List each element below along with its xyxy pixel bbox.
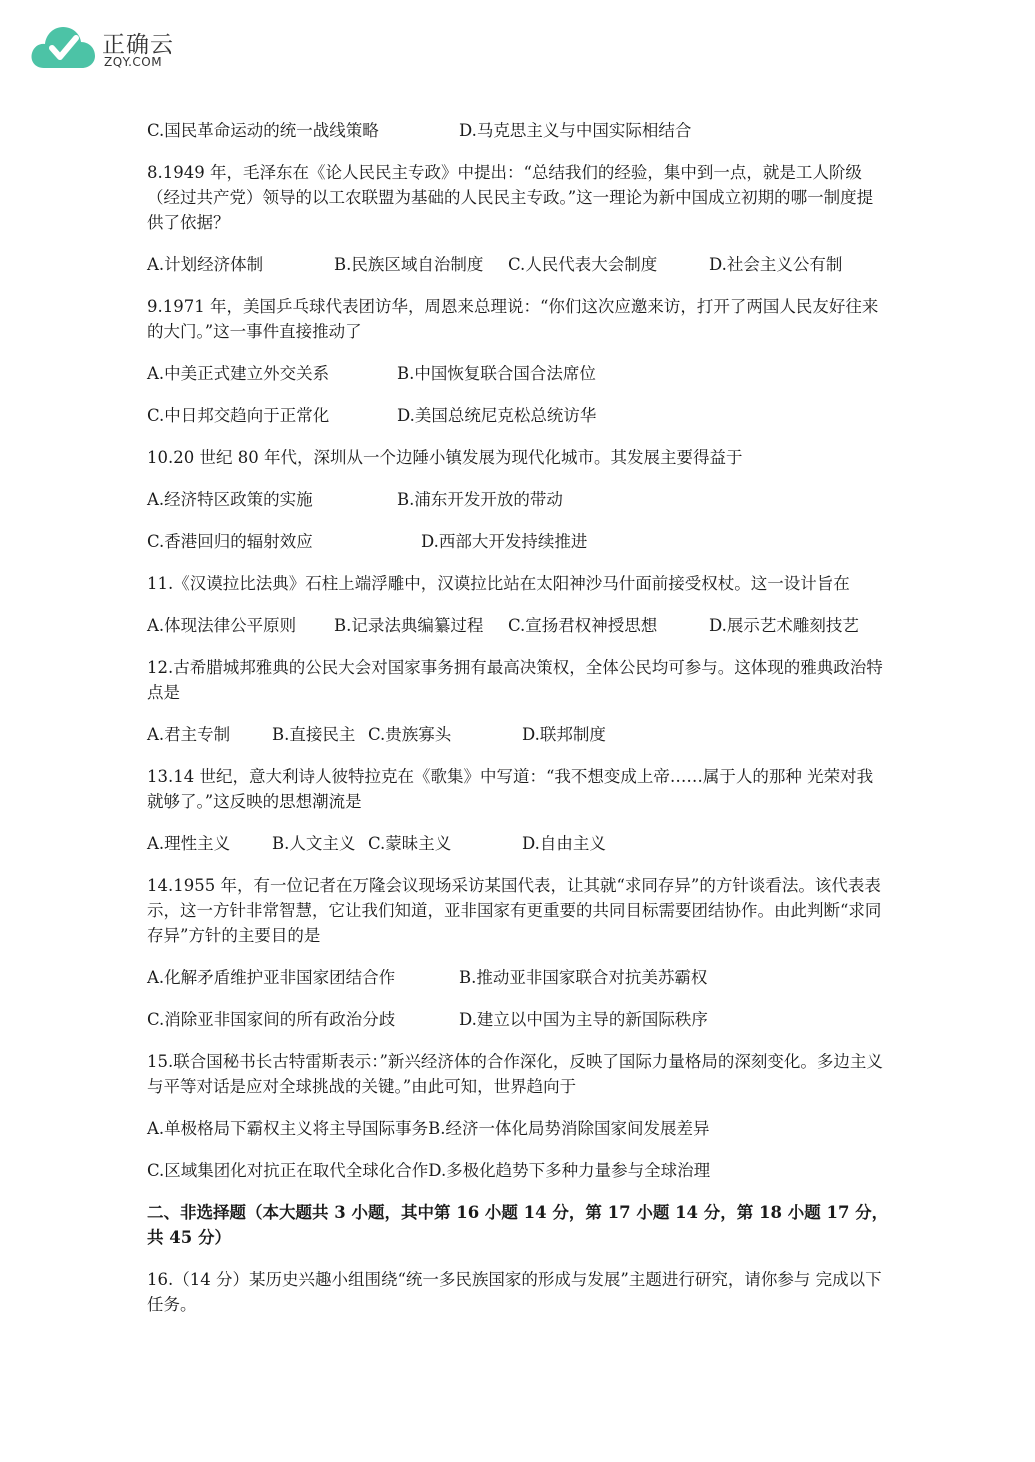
answer-option: D.多极化趋势下多种力量参与全球治理 — [428, 1161, 711, 1180]
answer-option: B.中国恢复联合国合法席位 — [397, 364, 596, 383]
answer-options-row — [147, 403, 889, 428]
question-content — [147, 118, 889, 1334]
logo-subtitle: ZQY.COM — [104, 55, 163, 69]
answer-option: D.联邦制度 — [522, 725, 606, 744]
answer-option: A.单极格局下霸权主义将主导国际事务 — [147, 1119, 429, 1138]
answer-option: A.计划经济体制 — [147, 255, 264, 274]
answer-option: B.民族区域自治制度 — [334, 255, 484, 274]
answer-option: A.理性主义 — [147, 834, 231, 853]
answer-options-row — [147, 487, 889, 512]
answer-options-row — [147, 831, 889, 856]
answer-options-row — [147, 965, 889, 990]
answer-option: B.浦东开发开放的带动 — [397, 490, 563, 509]
answer-option: C.区域集团化对抗正在取代全球化合作 — [147, 1161, 429, 1180]
answer-option: C.国民革命运动的统一战线策略 — [147, 121, 379, 140]
answer-option: D.自由主义 — [522, 834, 606, 853]
question-text: 12.古希腊城邦雅典的公民大会对国家事务拥有最高决策权，全体公民均可参与。这体现的雅典政治特点是 — [147, 658, 883, 702]
answer-options-row — [147, 1158, 889, 1183]
question-text: 11.《汉谟拉比法典》石柱上端浮雕中，汉谟拉比站在太阳神沙马什面前接受权杖。这一设计旨在 — [147, 574, 850, 593]
logo-title: 正确云 — [102, 32, 174, 58]
cloud-check-icon — [28, 20, 98, 72]
answer-options-row — [147, 722, 889, 747]
answer-option: A.化解矛盾维护亚非国家团结合作 — [147, 968, 396, 987]
answer-option: C.宣扬君权神授思想 — [508, 616, 658, 635]
answer-option: A.中美正式建立外交关系 — [147, 364, 330, 383]
question-text: 14.1955 年，有一位记者在万隆会议现场采访某国代表，让其就“求同存异”的方针谈看法。该代表表示，这一方针非常智慧，它让我们知道，亚非国家有更重要的共同目标需要团结协作。由此判断“求同存异”方针的主要目的是 — [147, 876, 882, 945]
section-heading: 二、非选择题（本大题共 3 小题，其中第 16 小题 14 分，第 17 小题 14 分，第 18 小题 17 分，共 45 分） — [147, 1203, 889, 1247]
answer-option: C.人民代表大会制度 — [508, 255, 658, 274]
answer-option: C.中日邦交趋向于正常化 — [147, 406, 330, 425]
answer-option: D.社会主义公有制 — [709, 255, 843, 274]
answer-option: D.美国总统尼克松总统访华 — [397, 406, 597, 425]
question-text: 16.（14 分）某历史兴趣小组围绕“统一多民族国家的形成与发展”主题进行研究，请你参与 完成以下任务。 — [147, 1270, 882, 1314]
answer-option: C.贵族寡头 — [368, 725, 452, 744]
question-text: 8.1949 年，毛泽东在《论人民民主专政》中提出：“总结我们的经验，集中到一点，就是工人阶级（经过共产党）领导的以工农联盟为基础的人民民主专政。”这一理论为新中国成立初期的哪一制度提供了依据？ — [147, 163, 874, 232]
answer-option: C.消除亚非国家间的所有政治分歧 — [147, 1010, 396, 1029]
answer-option: B.人文主义 — [272, 834, 356, 853]
answer-options-row — [147, 1116, 889, 1141]
answer-option: A.君主专制 — [147, 725, 231, 744]
answer-option: B.直接民主 — [272, 725, 356, 744]
answer-option: B.经济一体化局势消除国家间发展差异 — [428, 1119, 710, 1138]
answer-options-row — [147, 118, 889, 143]
question-text: 10.20 世纪 80 年代，深圳从一个边陲小镇发展为现代化城市。其发展主要得益于 — [147, 448, 743, 467]
answer-option: D.建立以中国为主导的新国际秩序 — [459, 1010, 708, 1029]
answer-option: B.记录法典编纂过程 — [334, 616, 484, 635]
answer-option: A.经济特区政策的实施 — [147, 490, 313, 509]
question-text: 13.14 世纪，意大利诗人彼特拉克在《歌集》中写道：“我不想变成上帝……属于人的那种 光荣对我就够了。”这反映的思想潮流是 — [147, 767, 874, 811]
question-text: 9.1971 年，美国乒乓球代表团访华，周恩来总理说：“你们这次应邀来访，打开了两国人民友好往来的大门。”这一事件直接推动了 — [147, 297, 879, 341]
answer-option: D.马克思主义与中国实际相结合 — [459, 121, 692, 140]
logo — [28, 20, 228, 76]
answer-options-row — [147, 529, 889, 554]
answer-options-row — [147, 361, 889, 386]
answer-option: D.展示艺术雕刻技艺 — [709, 616, 859, 635]
answer-option: A.体现法律公平原则 — [147, 616, 297, 635]
answer-option: B.推动亚非国家联合对抗美苏霸权 — [459, 968, 708, 987]
answer-option: C.香港回归的辐射效应 — [147, 532, 313, 551]
answer-options-row — [147, 1007, 889, 1032]
answer-options-row — [147, 252, 889, 277]
question-text: 15.联合国秘书长古特雷斯表示：”新兴经济体的合作深化，反映了国际力量格局的深刻变化。多边主义与平等对话是应对全球挑战的关键。”由此可知，世界趋向于 — [147, 1052, 883, 1096]
answer-option: D.西部大开发持续推进 — [421, 532, 588, 551]
answer-option: C.蒙昧主义 — [368, 834, 452, 853]
answer-options-row — [147, 613, 889, 638]
